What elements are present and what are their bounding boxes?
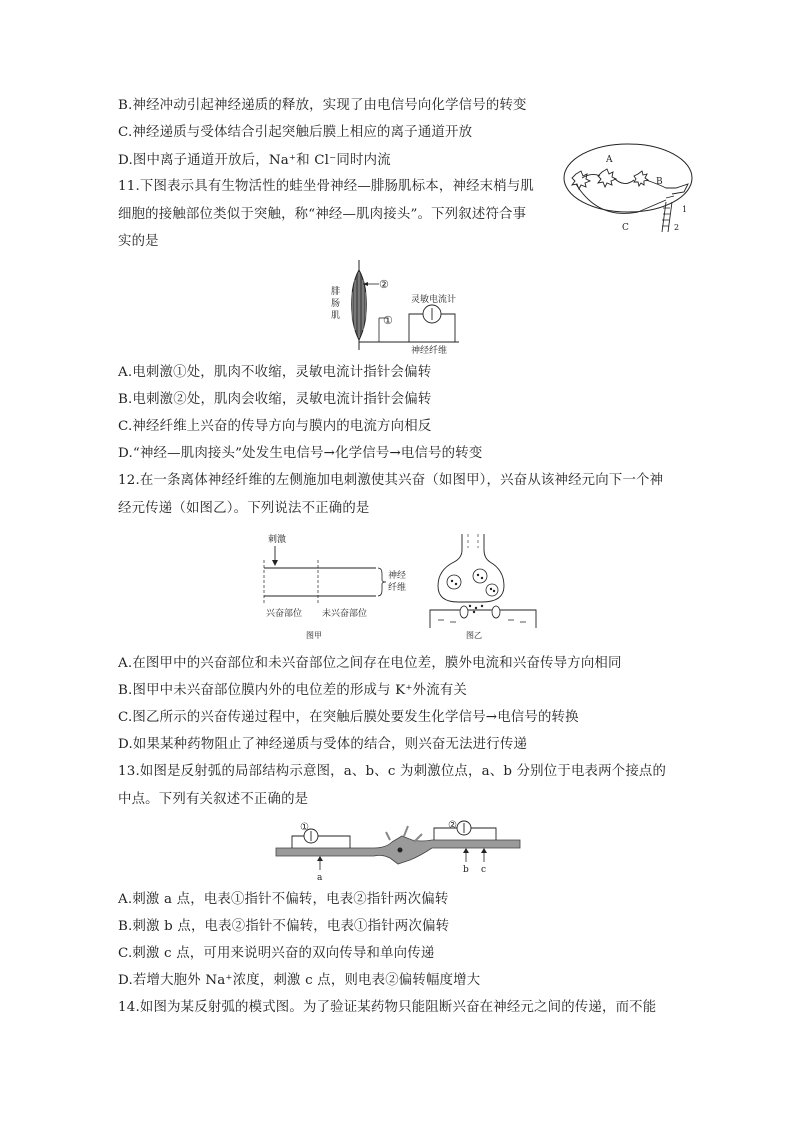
q11-stem-line2: 细胞的接触部位类似于突触，称“神经—肌肉接头”。下列叙述符合事 [118,207,527,222]
q11-option-c: C.神经纤维上兴奋的传导方向与膜内的电流方向相反 [118,419,432,434]
q12-stem-line1: 12.在一条离体神经纤维的左侧施加电刺激使其兴奋（如图甲），兴奋从该神经元向下一个神 [118,473,664,488]
q10-option-b: B.神经冲动引起神经递质的释放，实现了由电信号向化学信号的转变 [118,98,527,113]
q13-option-a: A.刺激 a 点，电表①指针不偏转，电表②指针两次偏转 [118,892,449,907]
q10-label-1: 1 [682,205,688,214]
q13-meter-1-label: ① [300,822,309,833]
q13-stem-line1: 13.如图是反射弧的局部结构示意图，a、b、c 为刺激位点，a、b 分别位于电表两个接点的 [118,764,667,779]
q11-meter-label: 灵敏电流计 [411,295,457,305]
q10-synapse-figure [558,140,708,240]
q10-label-2: 2 [674,223,680,232]
q12-figure [258,530,538,642]
q13-point-a: a [317,873,323,880]
q12-excited-label: 兴奋部位 [266,609,303,619]
q11-fiber-label: 神经纤维 [411,346,448,354]
q11-option-a: A.电刺激①处，肌肉不收缩，灵敏电流计指针会偏转 [118,365,432,380]
q10-label-a: A [606,155,613,165]
q11-label-2: ② [379,278,389,291]
q13-point-c: c [481,865,487,875]
q12-stem-line2: 经元传递（如图乙）。下列说法不正确的是 [118,501,370,516]
q12-caption-a: 图甲 [306,631,322,640]
q12-caption-b: 图乙 [466,631,482,640]
q12-stim-label: 刺激 [268,535,287,545]
q12-option-c: C.图乙所示的兴奋传递过程中，在突触后膜处要发生化学信号→电信号的转换 [118,710,579,725]
q11-nerve-muscle-figure [327,258,467,354]
q12-fiber-label-2: 纤维 [388,583,407,593]
q12-option-a: A.在图甲中的兴奋部位和未兴奋部位之间存在电位差，膜外电流和兴奋传导方向相同 [118,656,622,671]
q13-option-b: B.刺激 b 点，电表②指针不偏转，电表①指针两次偏转 [118,919,450,934]
q10-option-d: D.图中离子通道开放后，Na⁺和 Cl⁻同时内流 [118,153,391,168]
q14-stem-line1: 14.如图为某反射弧的模式图。为了验证某药物只能阻断兴奋在神经元之间的传递，而不能 [118,1000,657,1015]
q13-option-c: C.刺激 c 点，可用来说明兴奋的双向传导和单向传递 [118,946,435,961]
q11-muscle-label-2: 肠 [331,299,341,309]
q12-fiber-label-1: 神经 [388,571,407,581]
q12-option-b: B.图甲中未兴奋部位膜内外的电位差的形成与 K⁺外流有关 [118,683,468,698]
q11-muscle-label-1: 腓 [331,287,341,297]
q12-unexcited-label: 未兴奋部位 [322,609,368,619]
q10-label-b: B [656,177,663,187]
q13-point-b: b [463,865,469,875]
q11-option-d: D.“神经—肌肉接头”处发生电信号→化学信号→电信号的转变 [118,446,483,461]
q10-option-c: C.神经递质与受体结合引起突触后膜上相应的离子通道开放 [118,125,473,140]
q10-label-c: C [622,223,629,233]
q13-stem-line2: 中点。下列有关叙述不正确的是 [118,792,309,807]
q11-option-b: B.电刺激②处，肌肉会收缩，灵敏电流计指针会偏转 [118,392,432,407]
q11-stem-line3: 实的是 [118,234,159,249]
q11-muscle-label-3: 肌 [331,311,341,321]
q11-label-1: ① [383,314,393,327]
q13-meter-2-label: ② [448,820,457,831]
q11-stem-line1: 11.下图表示具有生物活性的蛙坐骨神经—腓肠肌标本，神经末梢与肌 [118,179,535,194]
q12-option-d: D.如果某种药物阻止了神经递质与受体的结合，则兴奋无法进行传递 [118,737,528,752]
q13-option-d: D.若增大胞外 Na⁺浓度，刺激 c 点，则电表②偏转幅度增大 [118,973,481,988]
q13-reflex-figure [274,818,524,880]
